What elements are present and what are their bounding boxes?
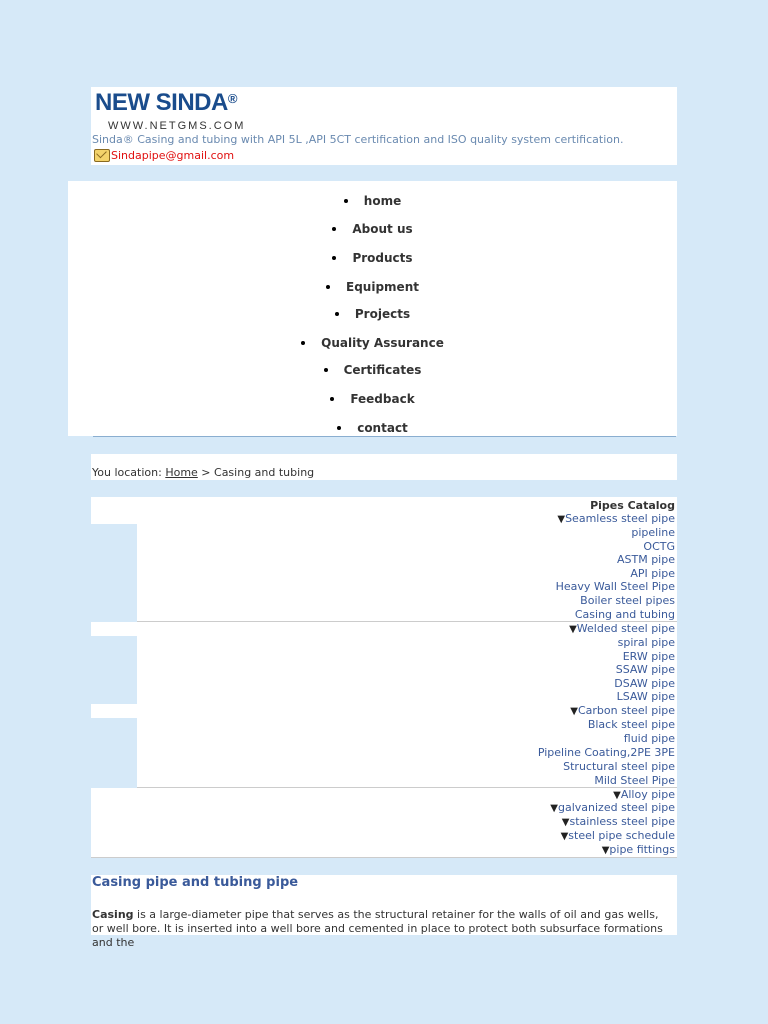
triangle-down-icon: ▼ [561,817,570,828]
bullet-icon [324,368,328,372]
bullet-icon [301,341,305,345]
catalog-link[interactable] [618,636,675,649]
catalog-link[interactable] [556,580,675,593]
email-address: Sindapipe@gmail.com [111,149,235,162]
breadcrumb-separator: > [201,466,211,479]
catalog-link[interactable] [617,690,675,703]
catalog-link-label: galvanized steel pipe [558,801,675,814]
article-term: Casing [92,908,134,921]
catalog-link-label: pipeline [631,526,675,539]
catalog-link[interactable] [624,732,675,745]
catalog-link[interactable] [623,650,675,663]
catalog-link-label: SSAW pipe [615,663,675,676]
catalog-link-label: OCTG [643,540,675,553]
catalog-link[interactable] [630,567,675,580]
nav-item-certificates[interactable]: Certificates [68,363,677,377]
breadcrumb-current: Casing and tubing [214,466,315,479]
catalog-link-label: LSAW pipe [616,690,675,703]
catalog-link[interactable] [569,622,675,636]
triangle-down-icon: ▼ [613,790,621,801]
bullet-icon [344,199,348,203]
catalog-link[interactable] [575,608,675,621]
nav-item-feedback[interactable]: Feedback [68,392,677,406]
catalog-link-label: ASTM pipe [616,553,675,566]
catalog-link-label: ERW pipe [622,650,675,663]
nav-item-contact[interactable]: contact [68,421,677,435]
catalog-link-label: steel pipe schedule [568,829,675,842]
catalog-link[interactable] [580,594,675,607]
catalog-link[interactable] [570,704,675,718]
catalog-link-label: Welded steel pipe [576,622,675,635]
email-link[interactable] [94,149,234,162]
mail-icon [94,149,110,162]
catalog-link[interactable] [538,746,675,759]
site-tagline: Sinda® Casing and tubing with API 5L ,API 5CT certification and ISO quality system certification. [92,133,624,146]
article-title: Casing pipe and tubing pipe [92,875,299,890]
catalog-link[interactable] [643,540,675,553]
catalog-link-label: API pipe [630,567,675,580]
catalog-link[interactable] [557,512,675,526]
catalog-link-label: Casing and tubing [574,608,675,621]
catalog-link[interactable] [616,663,675,676]
bullet-icon [335,312,339,316]
article-text: is a large-diameter pipe that serves as the structural retainer for the walls of oil and gas wells, or well bore. It is inserted into a well bore and cemented in place to protect both subsurface formations and the [92,908,663,949]
bullet-icon [332,256,336,260]
site-logo[interactable]: NEW SINDA® [95,89,237,116]
website-url: WWW.NETGMS.COM [108,120,246,132]
catalog-link-label: stainless steel pipe [569,815,675,828]
catalog-link-label: Heavy Wall Steel Pipe [555,580,675,593]
catalog-title: Pipes Catalog [590,499,675,512]
catalog-link-label: spiral pipe [617,636,675,649]
catalog-link-label: fluid pipe [623,732,675,745]
catalog-link[interactable] [602,843,675,857]
nav-divider [93,436,676,437]
catalog-link-label: Alloy pipe [620,788,675,801]
catalog-link[interactable] [617,553,675,566]
catalog-link-label: Seamless steel pipe [565,512,675,525]
nav-item-products[interactable]: Products [68,251,677,265]
breadcrumb-prefix: You location: [92,466,162,479]
nav-item-projects[interactable]: Projects [68,307,677,321]
catalog-group-welded [137,636,677,704]
triangle-down-icon: ▼ [570,706,578,717]
bullet-icon [330,397,334,401]
catalog-link-label: Structural steel pipe [563,760,675,773]
article [91,875,677,949]
article-body [92,908,672,950]
catalog-link[interactable] [614,677,675,690]
breadcrumb [91,454,677,480]
catalog-link[interactable] [563,760,675,773]
catalog-link-label: DSAW pipe [614,677,675,690]
bullet-icon [332,227,336,231]
triangle-down-icon: ▼ [560,831,569,842]
triangle-down-icon: ▼ [557,514,566,525]
catalog-bottom-divider [91,857,677,858]
triangle-down-icon: ▼ [601,845,610,856]
catalog-link-label: Boiler steel pipes [580,594,675,607]
catalog-link-label: Mild Steel Pipe [594,774,675,787]
triangle-down-icon: ▼ [569,624,577,635]
bullet-icon [337,426,341,430]
main-navigation [68,181,677,436]
catalog-link-label: Carbon steel pipe [577,704,675,717]
catalog-link[interactable] [613,788,675,802]
bullet-icon [326,285,330,289]
catalog-link-label: Pipeline Coating,2PE 3PE [537,746,675,759]
breadcrumb-home-link[interactable]: Home [165,466,198,479]
nav-item-about-us[interactable]: About us [68,222,677,236]
nav-item-quality-assurance[interactable]: Quality Assurance [68,336,677,350]
catalog-link[interactable] [562,815,675,829]
catalog-link[interactable] [561,829,675,843]
triangle-down-icon: ▼ [550,803,558,814]
site-header [91,87,677,165]
catalog-link[interactable] [594,774,675,787]
nav-item-equipment[interactable]: Equipment [68,280,677,294]
catalog-link[interactable] [631,526,675,539]
nav-item-home[interactable]: home [68,194,677,208]
catalog-link[interactable] [588,718,675,731]
catalog-link[interactable] [550,801,675,815]
catalog-link-label: Black steel pipe [587,718,675,731]
catalog-link-label: pipe fittings [609,843,675,856]
